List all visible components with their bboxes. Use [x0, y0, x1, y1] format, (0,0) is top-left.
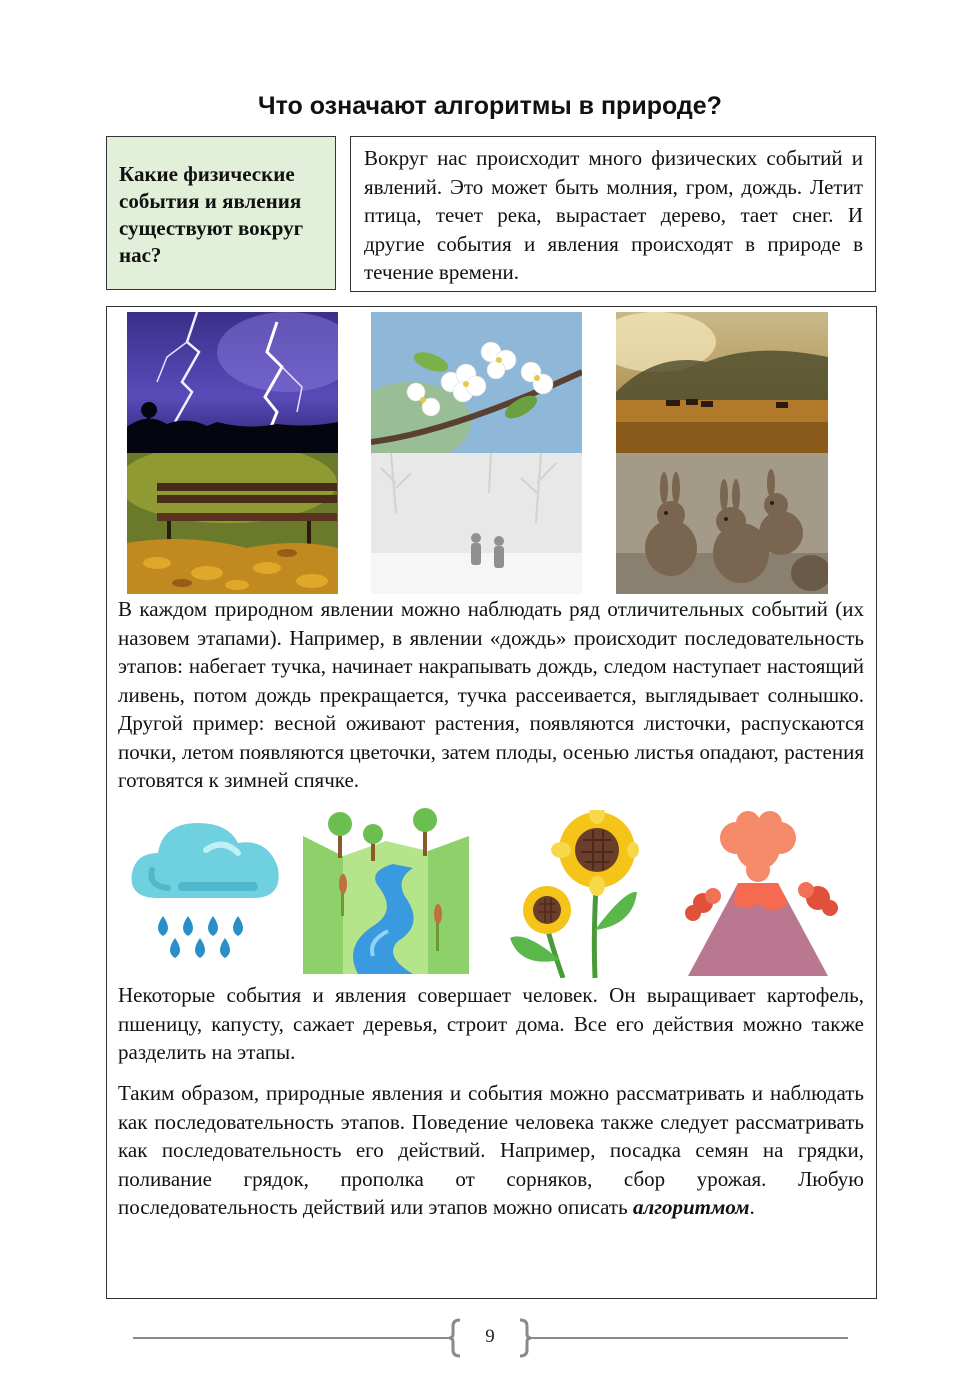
algorithm-term: алгоритмом — [632, 1195, 750, 1219]
question-text: Какие физические события и явления существуют вокруг нас? — [119, 162, 304, 267]
question-box — [106, 136, 336, 290]
horses-field-photo — [616, 312, 828, 453]
answer-text: Вокруг нас происходит много физических событий и явлений. Это может быть молния, гром, дождь. Летит птица, течет река, вырастает дерево, тает снег. И другие события и явления происходят в природе в течение времени. — [364, 146, 863, 284]
answer-box — [350, 136, 876, 292]
conclusion-end: . — [749, 1195, 755, 1219]
river-icon — [303, 806, 469, 974]
page-number: 9 — [485, 1326, 495, 1347]
hares-photo — [616, 453, 828, 594]
left-brace-icon — [448, 1318, 462, 1358]
paragraph-conclusion — [118, 1079, 864, 1222]
paragraph-human-actions: Некоторые события и явления совершает человек. Он выращивает картофель, пшеницу, капусту, сажает деревья, строит дома. Все его действия можно также разделить на этапы. — [118, 983, 864, 1064]
lightning-photo — [127, 312, 338, 453]
paragraph-phenomena: В каждом природном явлении можно наблюдать ряд отличительных событий (их назовем этапами). Например, в явлении «дождь» происходит последовательность этапов: набегает тучка, начинает накрапывать дождь, следом наступает настоящий ливень, потом дождь прекращается, тучка рассеивается, выглядывает солнышко. Другой пример: весной оживают растения, появляются листочки, распускаются почки, летом появляются цветочки, затем плоды, осенью листья опадают, растения готовятся к зимней спячке. — [118, 597, 864, 792]
footer-line-right — [530, 1337, 848, 1339]
rain-cloud-icon — [128, 808, 284, 968]
conclusion-text: Таким образом, природные явления и события можно рассматривать и наблюдать как последовательность этапов. Поведение человека также следует рассматривать как последовательность его действий. Например, посадка семян на грядки, поливание грядок, прополка от сорняков, сбор урожая. Любую последовательность действий или этапов можно описать — [118, 1081, 864, 1219]
page-title: Что означают алгоритмы в природе? — [258, 92, 722, 120]
right-brace-icon — [518, 1318, 532, 1358]
snowstorm-photo — [371, 453, 582, 594]
volcano-icon — [678, 808, 844, 976]
sunflower-icon — [505, 810, 639, 978]
cherry-blossom-photo — [371, 312, 582, 453]
footer-line-left — [133, 1337, 451, 1339]
autumn-bench-photo — [127, 453, 338, 594]
